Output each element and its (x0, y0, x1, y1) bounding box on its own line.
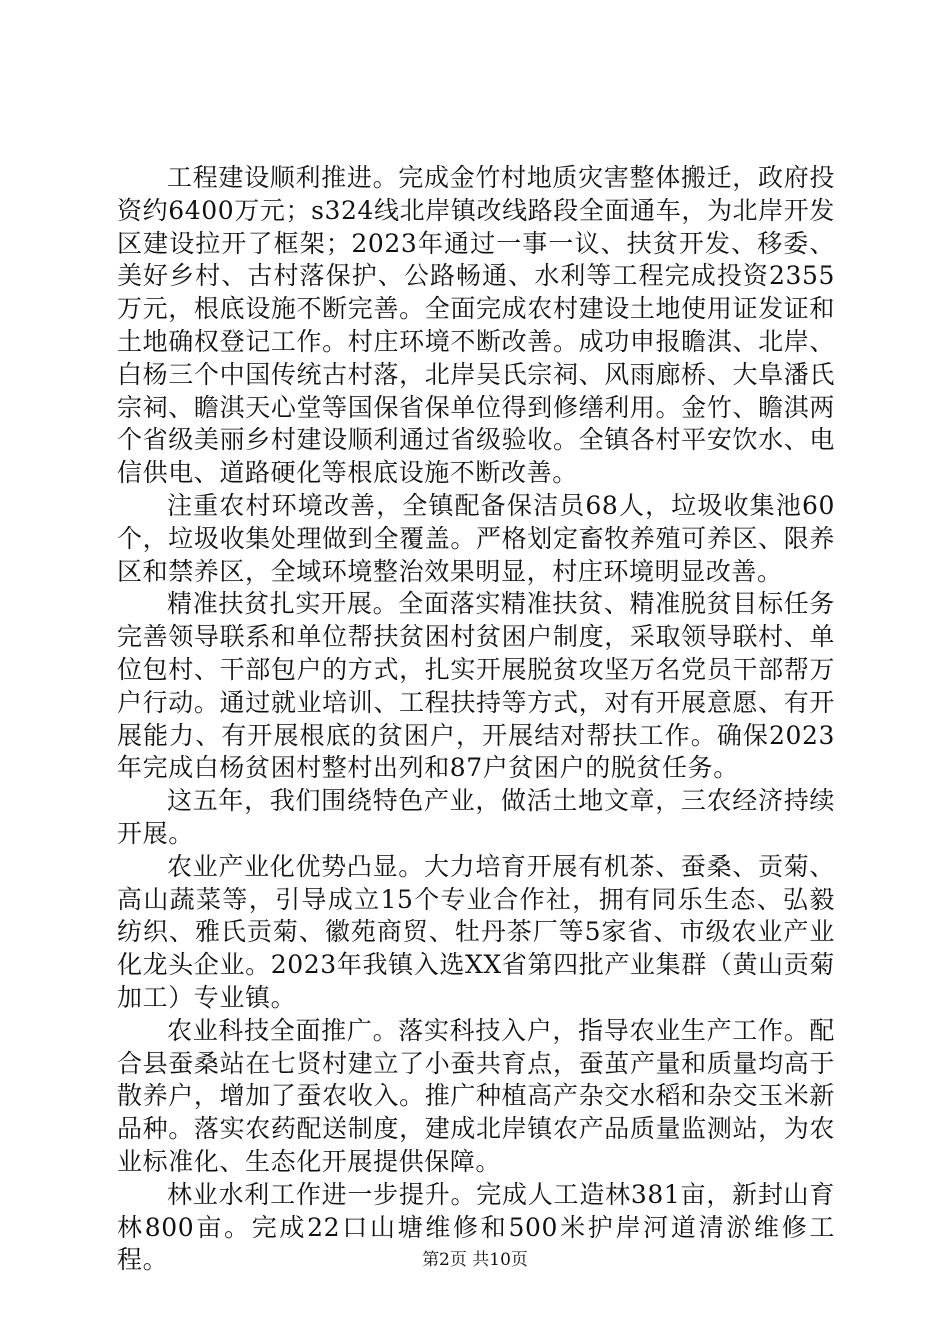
paragraph-agri-technology: 农业科技全面推广。落实科技入户，指导农业生产工作。配合县蚕桑站在七贤村建立了小蚕共育点，蚕茧产量和质量均高于散养户，增加了蚕农收入。推广种植高产杂交水稻和杂交玉米新品种。落实农药配送制度，建成北岸镇农产品质量监测站，为农业标准化、生态化开展提供保障。 (117, 1015, 835, 1176)
document-body (117, 162, 835, 1277)
paragraph-agriculture-intro: 这五年，我们围绕特色产业，做活土地文章，三农经济持续开展。 (117, 786, 835, 848)
paragraph-environment: 注重农村环境改善，全镇配备保洁员68人，垃圾收集池60个，垃圾收集处理做到全覆盖。严格划定畜牧养殖可养区、限养区和禁养区，全域环境整治效果明显，村庄环境明显改善。 (117, 490, 835, 586)
paragraph-forestry-water: 林业水利工作进一步提升。完成人工造林381亩，新封山育林800亩。完成22口山塘维修和500米护岸河道清淤维修工程。 (117, 1179, 835, 1275)
paragraph-industrialization: 农业产业化优势凸显。大力培育开展有机茶、蚕桑、贡菊、高山蔬菜等，引导成立15个专业合作社，拥有同乐生态、弘毅纺织、雅氏贡菊、徽苑商贸、牡丹茶厂等5家省、市级农业产业化龙头企业。2023年我镇入选XX省第四批产业集群（黄山贡菊加工）专业镇。 (117, 851, 835, 1012)
page-number-footer: 第2页 共10页 (422, 1250, 528, 1270)
paragraph-poverty-alleviation: 精准扶贫扎实开展。全面落实精准扶贫、精准脱贫目标任务完善领导联系和单位帮扶贫困村贫困户制度，采取领导联村、单位包村、干部包户的方式，扎实开展脱贫攻坚万名党员干部帮万户行动。通过就业培训、工程扶持等方式，对有开展意愿、有开展能力、有开展根底的贫困户，开展结对帮扶工作。确保2023年完成白杨贫困村整村出列和87户贫困户的脱贫任务。 (117, 589, 835, 783)
paragraph-infrastructure: 工程建设顺利推进。完成金竹村地质灾害整体搬迁，政府投资约6400万元；s324线北岸镇改线路段全面通车，为北岸开发区建设拉开了框架；2023年通过一事一议、扶贫开发、移委、美好乡村、古村落保护、公路畅通、水利等工程完成投资2355万元，根底设施不断完善。全面完成农村建设土地使用证发证和土地确权登记工作。村庄环境不断改善。成功申报瞻淇、北岸、白杨三个中国传统古村落，北岸吴氏宗祠、风雨廊桥、大阜潘氏宗祠、瞻淇天心堂等国保省保单位得到修缮利用。金竹、瞻淇两个省级美丽乡村建设顺利通过省级验收。全镇各村平安饮水、电信供电、道路硬化等根底设施不断改善。 (117, 163, 835, 488)
